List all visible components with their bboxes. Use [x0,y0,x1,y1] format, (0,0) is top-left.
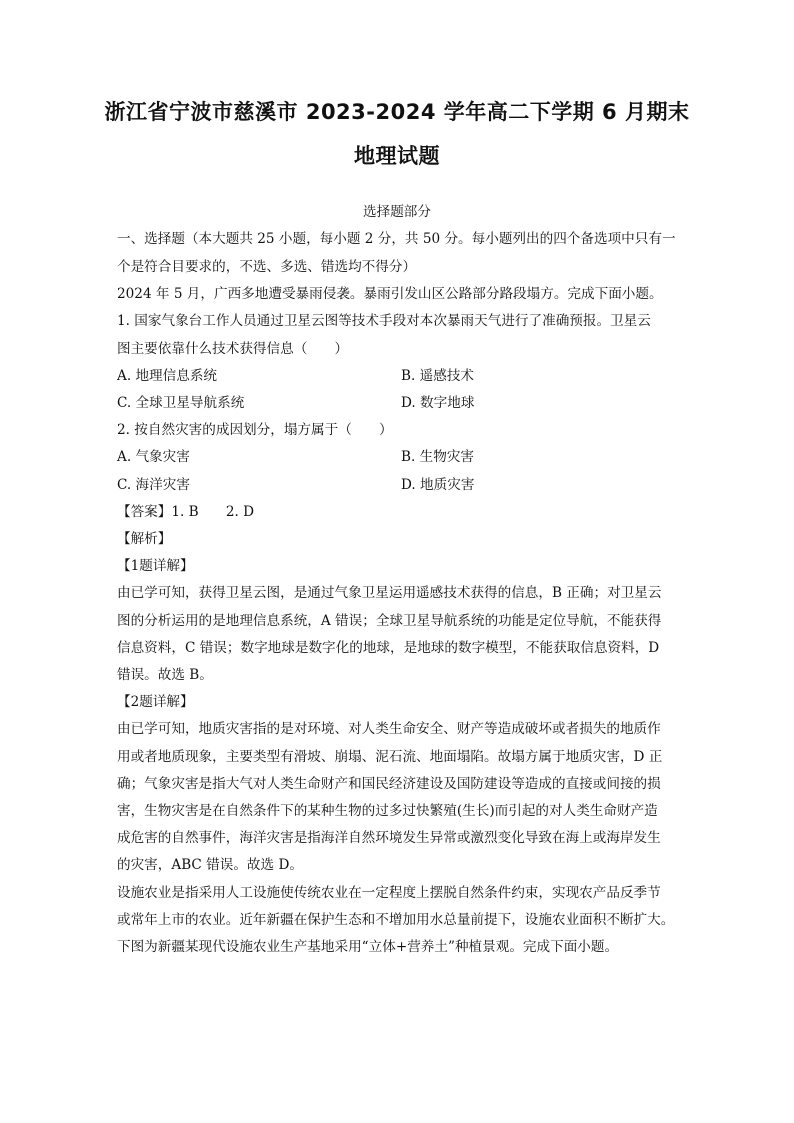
detail-1-line: 错误。故选 B。 [117,667,213,683]
question-stem: 2024 年 5 月，广西多地遭受暴雨侵袭。暴雨引发山区公路部分路段塌方。完成下面小题。 [117,286,663,302]
analysis-label: 【解析】 [117,531,172,547]
instruction-line: 个是符合目要求的，不选、多选、错选均不得分） [117,259,417,275]
instruction-line: 一、选择题（本大题共 25 小题，每小题 2 分，共 50 分。每小题列出的四个备选项中只有一 [117,231,676,247]
section-label: 选择题部分 [363,204,431,220]
q2-option-c: C. 海洋灾害 [117,477,190,493]
q1-option-a: A. 地理信息系统 [117,368,218,384]
detail-1-line: 信息资料，C 错误；数字地球是数字化的地球，是地球的数字模型，不能获取信息资料，D [117,640,660,656]
q2-option-a: A. 气象灾害 [117,449,190,465]
q2-option-d: D. 地质灾害 [401,477,475,493]
question-stem: 或常年上市的农业。近年新疆在保护生态和不增加用水总量前提下，设施农业面积不断扩大。 [117,912,675,928]
q1-option-d: D. 数字地球 [401,395,475,411]
detail-2-line: 害，生物灾害是在自然条件下的某种生物的过多过快繁殖(生长)而引起的对人类生命财产造 [117,803,658,819]
question-1-text: 1. 国家气象台工作人员通过卫星云图等技术手段对本次暴雨天气进行了准确预报。卫星云 [117,313,651,329]
detail-2-line: 用或者地质现象，主要类型有滑坡、崩塌、泥石流、地面塌陷。故塌方属于地质灾害，D 正 [117,749,663,765]
q1-option-c: C. 全球卫星导航系统 [117,395,245,411]
detail-1-label: 【1题详解】 [117,558,194,574]
question-stem: 设施农业是指采用人工设施使传统农业在一定程度上摆脱自然条件约束，实现农产品反季节 [117,885,661,901]
question-stem: 下图为新疆某现代设施农业生产基地采用“立体+营养土”种植景观。完成下面小题。 [117,939,619,955]
answer-line: 【答案】1. B 2. D [117,504,255,520]
document-subtitle: 地理试题 [354,144,440,168]
q1-option-b: B. 遥感技术 [401,368,475,384]
detail-1-line: 由已学可知，获得卫星云图，是通过气象卫星运用遥感技术获得的信息，B 正确；对卫星云 [117,585,662,601]
detail-2-line: 的灾害，ABC 错误。故选 D。 [117,857,303,873]
detail-1-line: 图的分析运用的是地理信息系统，A 错误；全球卫星导航系统的功能是定位导航，不能获得 [117,613,662,629]
question-1-text: 图主要依靠什么技术获得信息（ ） [117,341,349,357]
question-2-text: 2. 按自然灾害的成因划分，塌方属于（ ） [117,422,393,438]
detail-2-label: 【2题详解】 [117,694,194,710]
detail-2-line: 确；气象灾害是指大气对人类生命财产和国民经济建设及国防建设等造成的直接或间接的损 [117,776,661,792]
detail-2-line: 成危害的自然事件，海洋灾害是指海洋自然环境发生异常或激烈变化导致在海上或海岸发生 [117,830,661,846]
detail-2-line: 由已学可知，地质灾害指的是对环境、对人类生命安全、财产等造成破坏或者损失的地质作 [117,721,661,737]
q2-option-b: B. 生物灾害 [401,449,475,465]
document-title: 浙江省宁波市慈溪市 2023-2024 学年高二下学期 6 月期末 [104,100,690,124]
